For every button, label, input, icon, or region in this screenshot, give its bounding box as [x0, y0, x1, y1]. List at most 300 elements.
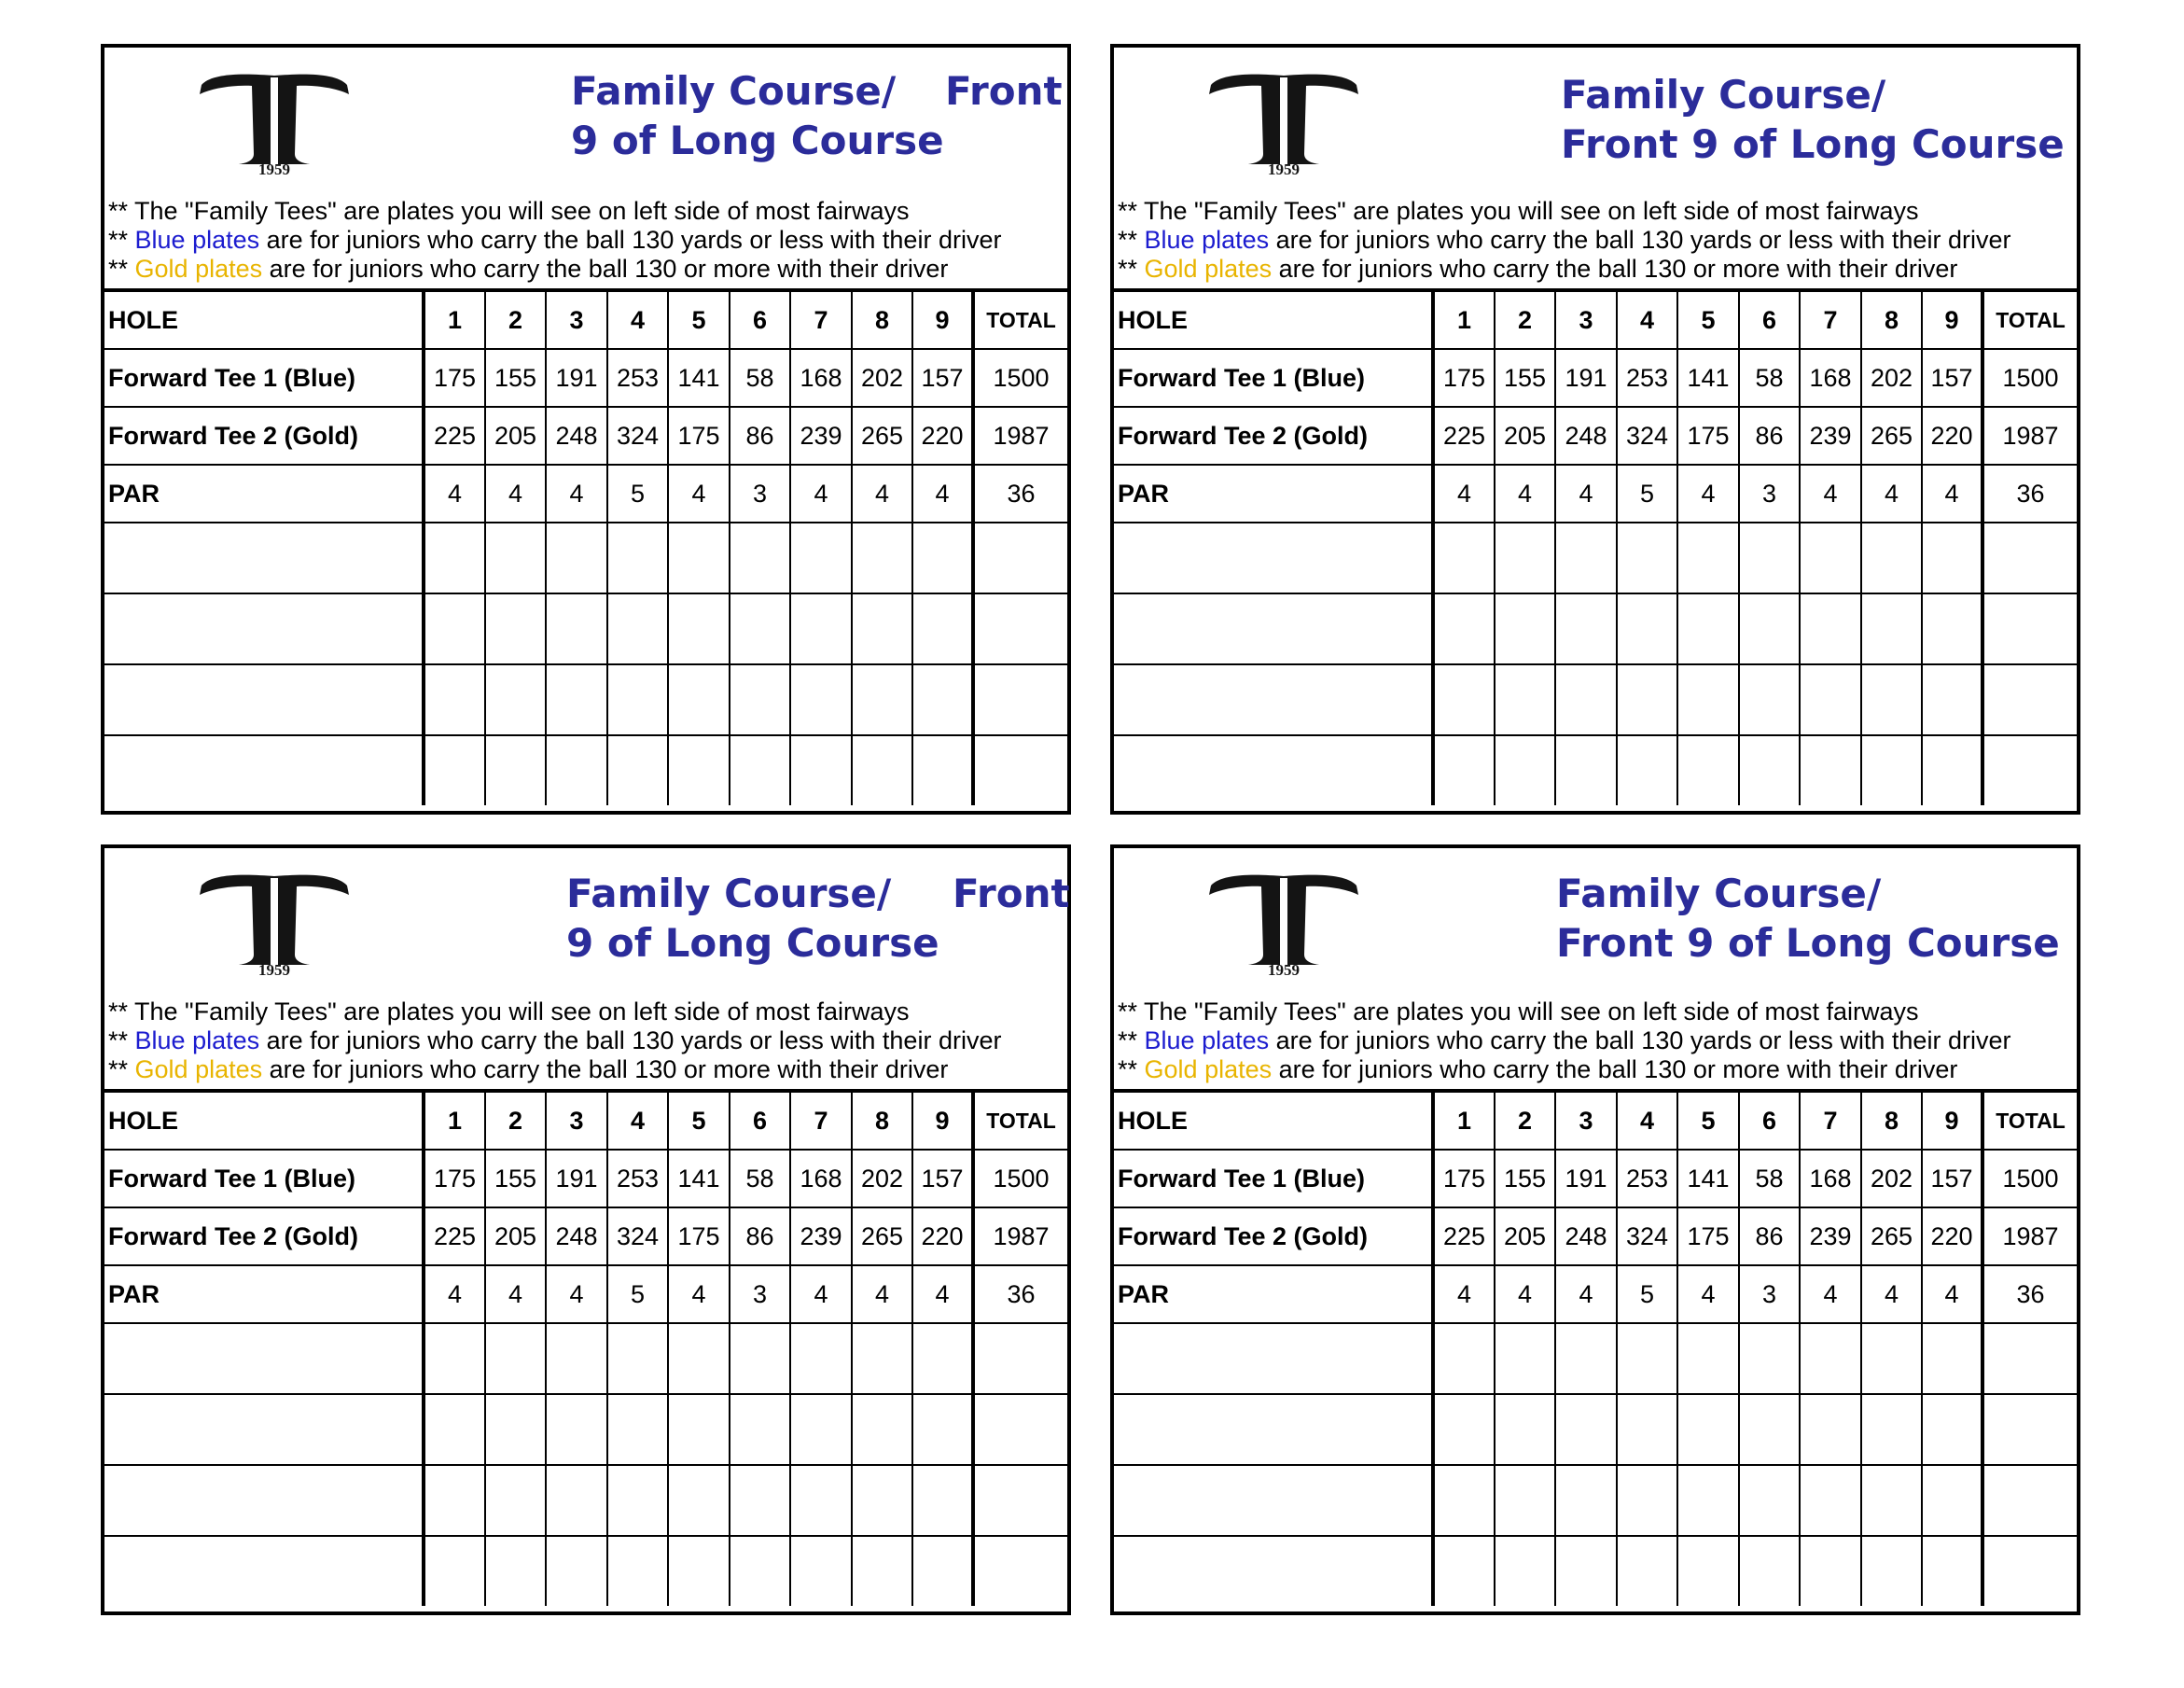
hole-number: 9	[1922, 290, 1982, 349]
score-entry-cell[interactable]	[1922, 523, 1982, 593]
table-cell: 4	[485, 1265, 546, 1323]
score-entry-cell[interactable]	[912, 1394, 973, 1465]
table-row	[1114, 1207, 2077, 1265]
hole-number: 4	[607, 1091, 668, 1150]
score-entry-cell[interactable]	[1114, 1323, 1433, 1394]
score-entry-cell[interactable]	[546, 1323, 607, 1394]
tee-notes	[1118, 197, 2010, 284]
note-family-tees: ** The "Family Tees" are plates you will see on left side of most fairways	[108, 197, 910, 225]
hole-number: 3	[546, 1091, 607, 1150]
score-entry-cell[interactable]	[852, 1465, 912, 1536]
scorecard	[1110, 844, 2080, 1615]
row-total: 1987	[1982, 407, 2077, 465]
score-entry-cell[interactable]	[790, 523, 852, 593]
hole-number: 7	[790, 290, 852, 349]
score-entry-cell[interactable]	[1677, 1323, 1739, 1394]
score-entry-cell[interactable]	[852, 735, 912, 805]
score-entry-cell[interactable]	[424, 664, 485, 735]
score-entry-cell[interactable]	[546, 1536, 607, 1606]
score-entry-row	[1114, 1323, 2077, 1394]
table-cell: 175	[668, 407, 730, 465]
score-entry-cell[interactable]	[1800, 523, 1861, 593]
score-entry-cell[interactable]	[1800, 664, 1861, 735]
score-entry-cell[interactable]	[1739, 664, 1800, 735]
score-entry-cell[interactable]	[607, 735, 668, 805]
table-cell: 205	[485, 407, 546, 465]
score-entry-cell[interactable]	[1739, 1394, 1800, 1465]
score-entry-cell[interactable]	[1617, 1323, 1677, 1394]
tee-notes	[108, 197, 1001, 284]
score-entry-cell[interactable]	[1433, 523, 1495, 593]
note-text: are for juniors who carry the ball 130 yards or less with their driver	[259, 226, 1002, 254]
score-entry-cell[interactable]	[1800, 1536, 1861, 1606]
score-entry-cell[interactable]	[1922, 735, 1982, 805]
score-entry-cell[interactable]	[1433, 1465, 1495, 1536]
hole-number: 7	[1800, 290, 1861, 349]
score-entry-cell[interactable]	[1495, 1323, 1555, 1394]
score-entry-cell[interactable]	[1555, 664, 1617, 735]
row-label: Forward Tee 1 (Blue)	[104, 349, 424, 407]
club-logo	[194, 869, 355, 977]
score-entry-cell[interactable]	[546, 735, 607, 805]
hole-number: 6	[1739, 1091, 1800, 1150]
score-entry-cell[interactable]	[668, 1394, 730, 1465]
table-cell: 202	[1861, 1150, 1922, 1207]
table-cell: 175	[424, 1150, 485, 1207]
score-entry-cell[interactable]	[1555, 523, 1617, 593]
table-cell: 4	[1922, 465, 1982, 523]
score-entry-cell[interactable]	[1495, 1536, 1555, 1606]
score-entry-cell[interactable]	[1982, 1465, 2077, 1536]
score-entry-cell[interactable]	[1433, 1323, 1495, 1394]
hole-number: 1	[1433, 290, 1495, 349]
score-entry-cell[interactable]	[1861, 735, 1922, 805]
hole-number: 2	[485, 290, 546, 349]
score-entry-row	[1114, 735, 2077, 805]
score-entry-row	[104, 1536, 1067, 1606]
scorecard-table	[104, 288, 1067, 805]
score-entry-cell[interactable]	[1677, 1536, 1739, 1606]
hole-number: 9	[912, 290, 973, 349]
table-cell: 191	[1555, 349, 1617, 407]
table-cell: 3	[730, 1265, 790, 1323]
score-entry-cell[interactable]	[607, 664, 668, 735]
score-entry-cell[interactable]	[1495, 664, 1555, 735]
score-entry-cell[interactable]	[730, 664, 790, 735]
score-entry-cell[interactable]	[730, 1394, 790, 1465]
hole-number: 2	[485, 1091, 546, 1150]
score-entry-cell[interactable]	[1982, 1394, 2077, 1465]
score-entry-cell[interactable]	[1982, 735, 2077, 805]
score-entry-cell[interactable]	[973, 1465, 1067, 1536]
score-entry-cell[interactable]	[852, 593, 912, 664]
score-entry-cell[interactable]	[424, 1465, 485, 1536]
score-entry-cell[interactable]	[104, 1394, 424, 1465]
score-entry-cell[interactable]	[1739, 735, 1800, 805]
note-gold-plates	[108, 1055, 1001, 1084]
score-entry-cell[interactable]	[546, 593, 607, 664]
note-text: are for juniors who carry the ball 130 or more with their driver	[1272, 255, 1958, 283]
score-entry-cell[interactable]	[1555, 1465, 1617, 1536]
score-entry-cell[interactable]	[730, 523, 790, 593]
score-entry-cell[interactable]	[852, 1536, 912, 1606]
score-entry-cell[interactable]	[668, 664, 730, 735]
score-entry-cell[interactable]	[912, 523, 973, 593]
table-cell: 157	[1922, 349, 1982, 407]
score-entry-cell[interactable]	[546, 1394, 607, 1465]
row-total: 36	[973, 465, 1067, 523]
score-entry-cell[interactable]	[790, 593, 852, 664]
table-cell: 3	[1739, 465, 1800, 523]
tee-notes	[1118, 997, 2010, 1084]
score-entry-cell[interactable]	[607, 593, 668, 664]
title-front: Front	[953, 871, 1070, 916]
score-entry-cell[interactable]	[1617, 1465, 1677, 1536]
score-entry-cell[interactable]	[1677, 664, 1739, 735]
score-entry-cell[interactable]	[104, 664, 424, 735]
score-entry-cell[interactable]	[1495, 1394, 1555, 1465]
table-cell: 175	[1677, 407, 1739, 465]
score-entry-cell[interactable]	[1555, 593, 1617, 664]
score-entry-cell[interactable]	[485, 593, 546, 664]
score-entry-cell[interactable]	[1433, 1536, 1495, 1606]
score-entry-cell[interactable]	[1433, 593, 1495, 664]
score-entry-cell[interactable]	[973, 593, 1067, 664]
score-entry-cell[interactable]	[1495, 523, 1555, 593]
table-header-row	[104, 290, 1067, 349]
scorecard-table	[1114, 1089, 2077, 1606]
score-entry-cell[interactable]	[607, 1465, 668, 1536]
score-entry-cell[interactable]	[1922, 1536, 1982, 1606]
tt-monogram-logo	[1203, 68, 1364, 176]
hole-number: 1	[1433, 1091, 1495, 1150]
score-entry-cell[interactable]	[485, 735, 546, 805]
title-line-2: Front 9 of Long Course	[1561, 121, 2065, 167]
score-entry-cell[interactable]	[607, 1394, 668, 1465]
score-entry-cell[interactable]	[668, 1536, 730, 1606]
score-entry-cell[interactable]	[1982, 1323, 2077, 1394]
score-entry-cell[interactable]	[1114, 523, 1433, 593]
score-entry-cell[interactable]	[1114, 1465, 1433, 1536]
table-cell: 4	[424, 465, 485, 523]
score-entry-cell[interactable]	[1861, 1465, 1922, 1536]
table-cell: 58	[730, 1150, 790, 1207]
score-entry-cell[interactable]	[1555, 1323, 1617, 1394]
score-entry-cell[interactable]	[1495, 735, 1555, 805]
score-entry-cell[interactable]	[424, 1536, 485, 1606]
table-cell: 248	[1555, 1207, 1617, 1265]
hole-header: HOLE	[1114, 290, 1433, 349]
score-entry-cell[interactable]	[912, 1323, 973, 1394]
hole-number: 1	[424, 290, 485, 349]
row-label: PAR	[1114, 465, 1433, 523]
score-entry-cell[interactable]	[730, 735, 790, 805]
score-entry-cell[interactable]	[790, 1323, 852, 1394]
score-entry-cell[interactable]	[1677, 1465, 1739, 1536]
score-entry-cell[interactable]	[1982, 523, 2077, 593]
score-entry-cell[interactable]	[852, 1394, 912, 1465]
score-entry-cell[interactable]	[546, 1465, 607, 1536]
blue-plates-label: Blue plates	[134, 226, 260, 254]
table-cell: 86	[730, 407, 790, 465]
total-header: TOTAL	[1982, 290, 2077, 349]
table-cell: 248	[546, 407, 607, 465]
score-entry-cell[interactable]	[1114, 593, 1433, 664]
score-entry-cell[interactable]	[485, 664, 546, 735]
score-entry-cell[interactable]	[668, 735, 730, 805]
table-cell: 4	[668, 465, 730, 523]
table-cell: 86	[730, 1207, 790, 1265]
score-entry-row	[104, 735, 1067, 805]
score-entry-cell[interactable]	[104, 1323, 424, 1394]
score-entry-cell[interactable]	[973, 1536, 1067, 1606]
score-entry-cell[interactable]	[1922, 1394, 1982, 1465]
table-cell: 253	[1617, 349, 1677, 407]
score-entry-cell[interactable]	[1617, 664, 1677, 735]
score-entry-cell[interactable]	[730, 1465, 790, 1536]
scorecard	[1110, 44, 2080, 815]
score-entry-cell[interactable]	[852, 664, 912, 735]
score-entry-cell[interactable]	[424, 1323, 485, 1394]
gold-plates-label: Gold plates	[134, 1055, 263, 1083]
hole-number: 5	[668, 290, 730, 349]
score-entry-cell[interactable]	[790, 1465, 852, 1536]
row-label: PAR	[104, 465, 424, 523]
note-blue-plates	[1118, 226, 2010, 255]
score-entry-cell[interactable]	[1114, 1536, 1433, 1606]
score-entry-cell[interactable]	[607, 1323, 668, 1394]
score-entry-cell[interactable]	[912, 735, 973, 805]
score-entry-cell[interactable]	[1800, 1394, 1861, 1465]
score-entry-cell[interactable]	[730, 1536, 790, 1606]
score-entry-cell[interactable]	[668, 1465, 730, 1536]
row-label: PAR	[104, 1265, 424, 1323]
score-entry-cell[interactable]	[1800, 735, 1861, 805]
score-entry-cell[interactable]	[973, 1394, 1067, 1465]
score-entry-cell[interactable]	[668, 1323, 730, 1394]
score-entry-cell[interactable]	[1922, 1465, 1982, 1536]
score-entry-cell[interactable]	[1861, 523, 1922, 593]
score-entry-cell[interactable]	[104, 523, 424, 593]
note-text: are for juniors who carry the ball 130 yards or less with their driver	[1269, 226, 2011, 254]
score-entry-cell[interactable]	[485, 1394, 546, 1465]
score-entry-cell[interactable]	[1617, 1394, 1677, 1465]
score-entry-cell[interactable]	[973, 664, 1067, 735]
table-cell: 265	[1861, 1207, 1922, 1265]
score-entry-cell[interactable]	[424, 735, 485, 805]
score-entry-cell[interactable]	[1739, 593, 1800, 664]
table-cell: 168	[1800, 349, 1861, 407]
score-entry-cell[interactable]	[1677, 593, 1739, 664]
tee-notes	[108, 997, 1001, 1084]
table-cell: 205	[1495, 1207, 1555, 1265]
tt-monogram-logo	[194, 869, 355, 977]
score-entry-cell[interactable]	[546, 664, 607, 735]
table-cell: 239	[790, 407, 852, 465]
hole-number: 6	[730, 290, 790, 349]
score-entry-cell[interactable]	[1800, 1465, 1861, 1536]
score-entry-cell[interactable]	[485, 523, 546, 593]
score-entry-cell[interactable]	[1800, 593, 1861, 664]
score-entry-cell[interactable]	[1433, 664, 1495, 735]
table-cell: 4	[1677, 465, 1739, 523]
score-entry-cell[interactable]	[1677, 735, 1739, 805]
table-cell: 191	[546, 349, 607, 407]
score-entry-cell[interactable]	[1114, 735, 1433, 805]
score-entry-cell[interactable]	[790, 1394, 852, 1465]
table-cell: 155	[485, 349, 546, 407]
score-entry-cell[interactable]	[546, 523, 607, 593]
table-cell: 4	[424, 1265, 485, 1323]
score-entry-cell[interactable]	[1739, 1536, 1800, 1606]
score-entry-cell[interactable]	[912, 1465, 973, 1536]
table-cell: 4	[1677, 1265, 1739, 1323]
table-cell: 5	[607, 1265, 668, 1323]
table-cell: 4	[668, 1265, 730, 1323]
score-entry-cell[interactable]	[104, 593, 424, 664]
table-row	[104, 1265, 1067, 1323]
title-line-1: Family Course/	[566, 871, 892, 916]
table-cell: 220	[912, 1207, 973, 1265]
card-title	[571, 66, 1063, 165]
score-entry-cell[interactable]	[1861, 593, 1922, 664]
score-entry-cell[interactable]	[790, 735, 852, 805]
score-entry-cell[interactable]	[973, 1323, 1067, 1394]
table-row	[1114, 465, 2077, 523]
table-row	[1114, 407, 2077, 465]
tt-monogram-logo	[1203, 869, 1364, 977]
score-entry-cell[interactable]	[1861, 664, 1922, 735]
row-label: Forward Tee 2 (Gold)	[104, 1207, 424, 1265]
score-entry-row	[1114, 664, 2077, 735]
table-row	[104, 1207, 1067, 1265]
table-cell: 220	[912, 407, 973, 465]
table-cell: 4	[1495, 1265, 1555, 1323]
table-cell: 225	[424, 1207, 485, 1265]
table-cell: 4	[1922, 1265, 1982, 1323]
score-entry-cell[interactable]	[1861, 1394, 1922, 1465]
blue-plates-label: Blue plates	[134, 1026, 260, 1054]
table-cell: 175	[424, 349, 485, 407]
score-entry-row	[1114, 1536, 2077, 1606]
score-entry-cell[interactable]	[1982, 664, 2077, 735]
score-entry-cell[interactable]	[607, 523, 668, 593]
card-header	[104, 48, 1067, 288]
hole-number: 5	[668, 1091, 730, 1150]
score-entry-cell[interactable]	[973, 523, 1067, 593]
table-cell: 202	[852, 349, 912, 407]
score-entry-cell[interactable]	[668, 523, 730, 593]
score-entry-cell[interactable]	[1677, 523, 1739, 593]
hole-number: 3	[1555, 1091, 1617, 1150]
row-label: Forward Tee 2 (Gold)	[1114, 1207, 1433, 1265]
card-title	[1561, 70, 2065, 169]
score-entry-cell[interactable]	[485, 1536, 546, 1606]
score-entry-cell[interactable]	[1922, 593, 1982, 664]
note-text: are for juniors who carry the ball 130 yards or less with their driver	[1269, 1026, 2011, 1054]
score-entry-cell[interactable]	[1739, 523, 1800, 593]
score-entry-cell[interactable]	[1555, 1394, 1617, 1465]
score-entry-cell[interactable]	[730, 1323, 790, 1394]
score-entry-row	[104, 1465, 1067, 1536]
score-entry-cell[interactable]	[1982, 1536, 2077, 1606]
note-prefix: **	[1118, 226, 1145, 254]
score-entry-cell[interactable]	[1677, 1394, 1739, 1465]
score-entry-cell[interactable]	[1114, 664, 1433, 735]
table-cell: 239	[1800, 1207, 1861, 1265]
score-entry-cell[interactable]	[1800, 1323, 1861, 1394]
title-line-2: 9 of Long Course	[566, 920, 939, 966]
score-entry-cell[interactable]	[1982, 593, 2077, 664]
score-entry-cell[interactable]	[790, 664, 852, 735]
hole-number: 8	[852, 1091, 912, 1150]
table-cell: 5	[607, 465, 668, 523]
score-entry-cell[interactable]	[1555, 735, 1617, 805]
score-entry-cell[interactable]	[730, 593, 790, 664]
score-entry-cell[interactable]	[485, 1465, 546, 1536]
score-entry-cell[interactable]	[1861, 1536, 1922, 1606]
table-cell: 265	[852, 407, 912, 465]
score-entry-cell[interactable]	[1861, 1323, 1922, 1394]
score-entry-cell[interactable]	[1433, 1394, 1495, 1465]
table-cell: 3	[1739, 1265, 1800, 1323]
note-gold-plates	[1118, 255, 2010, 284]
table-cell: 4	[1495, 465, 1555, 523]
score-entry-cell[interactable]	[1617, 735, 1677, 805]
table-cell: 4	[852, 465, 912, 523]
score-entry-cell[interactable]	[852, 1323, 912, 1394]
score-entry-cell[interactable]	[104, 1465, 424, 1536]
score-entry-cell[interactable]	[104, 735, 424, 805]
score-entry-cell[interactable]	[1617, 1536, 1677, 1606]
score-entry-cell[interactable]	[1922, 1323, 1982, 1394]
score-entry-cell[interactable]	[1739, 1323, 1800, 1394]
score-entry-cell[interactable]	[1495, 1465, 1555, 1536]
row-label: Forward Tee 2 (Gold)	[104, 407, 424, 465]
hole-number: 7	[790, 1091, 852, 1150]
score-entry-cell[interactable]	[1739, 1465, 1800, 1536]
score-entry-cell[interactable]	[1114, 1394, 1433, 1465]
table-row	[1114, 1265, 2077, 1323]
score-entry-cell[interactable]	[973, 735, 1067, 805]
table-cell: 155	[1495, 349, 1555, 407]
score-entry-cell[interactable]	[485, 1323, 546, 1394]
score-entry-cell[interactable]	[1495, 593, 1555, 664]
score-entry-cell[interactable]	[852, 523, 912, 593]
score-entry-cell[interactable]	[104, 1536, 424, 1606]
score-entry-cell[interactable]	[607, 1536, 668, 1606]
score-entry-cell[interactable]	[668, 593, 730, 664]
score-entry-cell[interactable]	[912, 1536, 973, 1606]
score-entry-cell[interactable]	[790, 1536, 852, 1606]
table-cell: 248	[546, 1207, 607, 1265]
table-cell: 202	[852, 1150, 912, 1207]
score-entry-cell[interactable]	[1617, 523, 1677, 593]
score-entry-row	[1114, 1394, 2077, 1465]
table-cell: 141	[1677, 349, 1739, 407]
table-cell: 191	[1555, 1150, 1617, 1207]
table-cell: 324	[607, 1207, 668, 1265]
score-entry-cell[interactable]	[1433, 735, 1495, 805]
score-entry-cell[interactable]	[424, 593, 485, 664]
score-entry-cell[interactable]	[424, 1394, 485, 1465]
score-entry-cell[interactable]	[424, 523, 485, 593]
score-entry-cell[interactable]	[912, 664, 973, 735]
score-entry-cell[interactable]	[1617, 593, 1677, 664]
score-entry-cell[interactable]	[1922, 664, 1982, 735]
score-entry-cell[interactable]	[1555, 1536, 1617, 1606]
score-entry-cell[interactable]	[912, 593, 973, 664]
